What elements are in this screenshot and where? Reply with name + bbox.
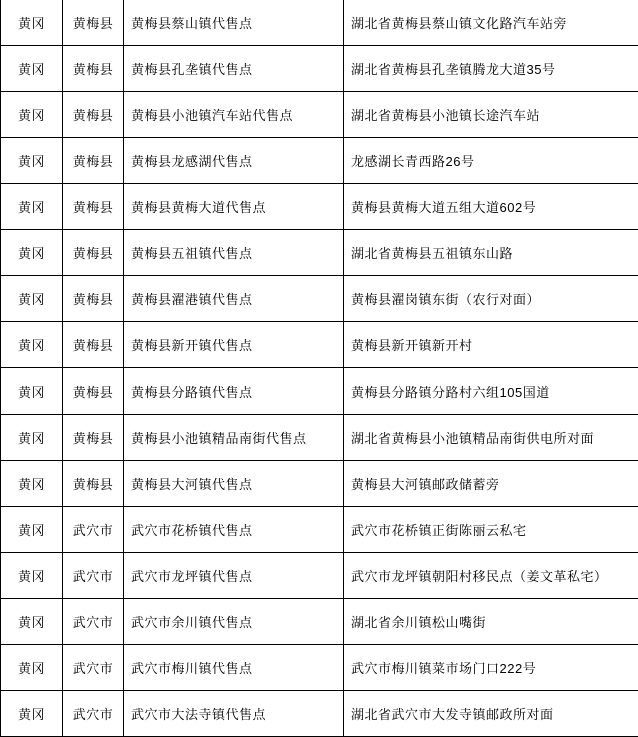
cell-outlet-name: 黄梅县大河镇代售点 xyxy=(124,460,344,506)
table-row xyxy=(1,184,638,230)
cell-address: 湖北省黄梅县小池镇长途汽车站 xyxy=(344,92,638,138)
cell-city: 黄冈 xyxy=(1,414,63,460)
cell-county: 黄梅县 xyxy=(63,46,124,92)
cell-address: 黄梅县黄梅大道五组大道602号 xyxy=(344,184,638,230)
cell-address: 武穴市龙坪镇朝阳村移民点（姜文革私宅） xyxy=(344,552,638,598)
table-row xyxy=(1,460,638,506)
cell-outlet-name: 武穴市龙坪镇代售点 xyxy=(124,552,344,598)
table-row xyxy=(1,506,638,552)
cell-address: 黄梅县大河镇邮政储蓄旁 xyxy=(344,460,638,506)
cell-address: 黄梅县分路镇分路村六组105国道 xyxy=(344,368,638,414)
table-row xyxy=(1,46,638,92)
cell-address: 黄梅县新开镇新开村 xyxy=(344,322,638,368)
cell-address: 湖北省武穴市大发寺镇邮政所对面 xyxy=(344,690,638,736)
table-row xyxy=(1,598,638,644)
cell-outlet-name: 黄梅县濯港镇代售点 xyxy=(124,276,344,322)
cell-outlet-name: 武穴市大法寺镇代售点 xyxy=(124,690,344,736)
cell-city: 黄冈 xyxy=(1,598,63,644)
cell-county: 黄梅县 xyxy=(63,276,124,322)
cell-outlet-name: 武穴市花桥镇代售点 xyxy=(124,506,344,552)
cell-outlet-name: 黄梅县黄梅大道代售点 xyxy=(124,184,344,230)
cell-county: 黄梅县 xyxy=(63,460,124,506)
cell-outlet-name: 黄梅县小池镇精品南街代售点 xyxy=(124,414,344,460)
cell-address: 湖北省黄梅县孔垄镇腾龙大道35号 xyxy=(344,46,638,92)
cell-address: 龙感湖长青西路26号 xyxy=(344,138,638,184)
cell-outlet-name: 黄梅县五祖镇代售点 xyxy=(124,230,344,276)
cell-outlet-name: 黄梅县小池镇汽车站代售点 xyxy=(124,92,344,138)
table-row xyxy=(1,322,638,368)
cell-address: 湖北省黄梅县五祖镇东山路 xyxy=(344,230,638,276)
cell-city: 黄冈 xyxy=(1,322,63,368)
cell-city: 黄冈 xyxy=(1,138,63,184)
cell-outlet-name: 黄梅县分路镇代售点 xyxy=(124,368,344,414)
cell-city: 黄冈 xyxy=(1,460,63,506)
cell-outlet-name: 黄梅县孔垄镇代售点 xyxy=(124,46,344,92)
cell-city: 黄冈 xyxy=(1,0,63,46)
cell-address: 武穴市梅川镇菜市场门口222号 xyxy=(344,644,638,690)
cell-county: 黄梅县 xyxy=(63,322,124,368)
cell-outlet-name: 武穴市梅川镇代售点 xyxy=(124,644,344,690)
cell-outlet-name: 黄梅县蔡山镇代售点 xyxy=(124,0,344,46)
cell-outlet-name: 武穴市余川镇代售点 xyxy=(124,598,344,644)
table-row xyxy=(1,230,638,276)
cell-city: 黄冈 xyxy=(1,690,63,736)
cell-city: 黄冈 xyxy=(1,92,63,138)
cell-address: 武穴市花桥镇正街陈丽云私宅 xyxy=(344,506,638,552)
table-row xyxy=(1,368,638,414)
cell-county: 武穴市 xyxy=(63,690,124,736)
cell-address: 湖北省黄梅县蔡山镇文化路汽车站旁 xyxy=(344,0,638,46)
cell-county: 黄梅县 xyxy=(63,184,124,230)
cell-address: 湖北省余川镇松山嘴街 xyxy=(344,598,638,644)
table-row xyxy=(1,644,638,690)
cell-county: 武穴市 xyxy=(63,552,124,598)
cell-city: 黄冈 xyxy=(1,184,63,230)
cell-city: 黄冈 xyxy=(1,46,63,92)
table-row xyxy=(1,690,638,736)
cell-city: 黄冈 xyxy=(1,368,63,414)
cell-county: 黄梅县 xyxy=(63,138,124,184)
table-row xyxy=(1,0,638,46)
table-row xyxy=(1,414,638,460)
cell-county: 武穴市 xyxy=(63,598,124,644)
table-row xyxy=(1,138,638,184)
cell-city: 黄冈 xyxy=(1,552,63,598)
table-row xyxy=(1,276,638,322)
cell-county: 黄梅县 xyxy=(63,414,124,460)
cell-address: 湖北省黄梅县小池镇精品南街供电所对面 xyxy=(344,414,638,460)
table-row xyxy=(1,92,638,138)
cell-county: 黄梅县 xyxy=(63,0,124,46)
cell-county: 武穴市 xyxy=(63,506,124,552)
cell-outlet-name: 黄梅县新开镇代售点 xyxy=(124,322,344,368)
table-row xyxy=(1,552,638,598)
cell-county: 黄梅县 xyxy=(63,230,124,276)
cell-county: 武穴市 xyxy=(63,644,124,690)
cell-county: 黄梅县 xyxy=(63,92,124,138)
cell-address: 黄梅县濯岗镇东街（农行对面） xyxy=(344,276,638,322)
cell-city: 黄冈 xyxy=(1,276,63,322)
cell-city: 黄冈 xyxy=(1,506,63,552)
cell-outlet-name: 黄梅县龙感湖代售点 xyxy=(124,138,344,184)
cell-city: 黄冈 xyxy=(1,230,63,276)
cell-city: 黄冈 xyxy=(1,644,63,690)
cell-county: 黄梅县 xyxy=(63,368,124,414)
